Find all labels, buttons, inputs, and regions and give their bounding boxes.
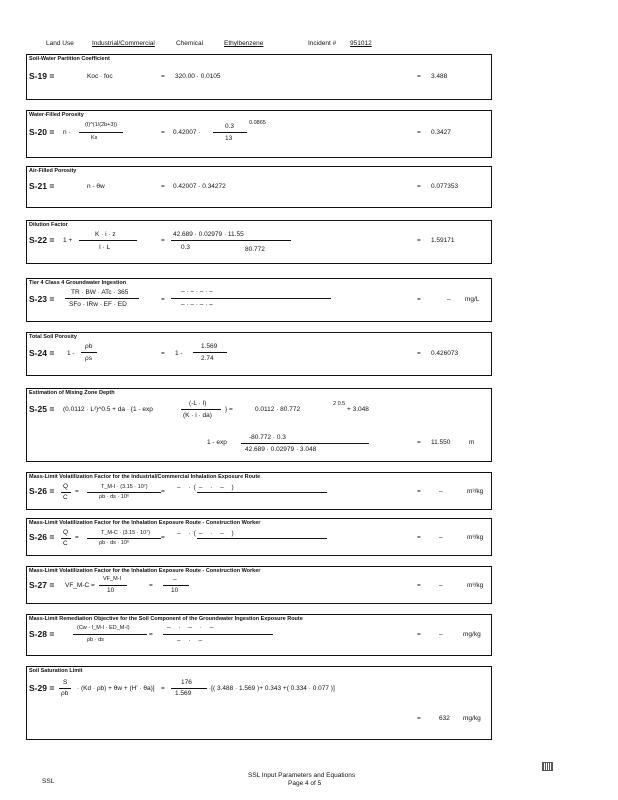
fraction-line bbox=[197, 492, 327, 493]
fraction-line bbox=[87, 492, 161, 493]
values-exponent: 2 0.5 bbox=[333, 401, 346, 407]
section-title: Mass-Limit Volatilization Factor for the Inhalation Exposure Route - Construction Worker bbox=[29, 568, 261, 574]
formula-numerator: TR · BW · ATc · 365 bbox=[71, 289, 129, 296]
equation-id: S-20 = bbox=[29, 127, 55, 137]
values-part-c: 1 - exp bbox=[207, 439, 227, 446]
values-denominator: 42.689 · 0.02979 · 3.048 bbox=[245, 446, 317, 453]
equation-id: S-29 = bbox=[29, 683, 55, 693]
footer-page-number: Page 4 of 5 bbox=[288, 780, 322, 787]
section-groundwater-ingestion: Tier 4 Class 4 Groundwater Ingestion S-23 = TR · BW · ATc · 365 SFo · IRw · EF · ED = – · – · – · – – · – · – · – = – mg/L bbox=[26, 278, 492, 322]
values-denominator: – · – · – · – bbox=[181, 301, 213, 308]
footer-left: SSL bbox=[42, 778, 55, 785]
footer-title: SSL Input Parameters and Equations bbox=[248, 772, 356, 779]
section-title: Soil Saturation Limit bbox=[29, 668, 83, 674]
values-numerator: – · – · – · – bbox=[181, 288, 213, 295]
fraction-line bbox=[171, 688, 207, 689]
result: 3.488 bbox=[431, 73, 448, 80]
fraction-line bbox=[163, 585, 189, 586]
section-title: Soil-Water Partition Coefficient bbox=[29, 56, 110, 62]
formula-numerator: T_M-C · (3.15 · 10⁷) bbox=[101, 530, 151, 536]
equation-id: S-22 = bbox=[29, 235, 55, 245]
section-total-soil-porosity: Total Soil Porosity S-24 = 1 - ρb ρs = 1 - 1.569 2.74 = 0.426073 bbox=[26, 332, 492, 376]
formula: n - θw bbox=[87, 183, 105, 190]
formula-prefix: 1 + bbox=[63, 237, 73, 244]
fraction-line bbox=[73, 634, 147, 635]
formula-part-b: · (Kd · ρb) + θw + (H' · θa)] bbox=[77, 685, 155, 692]
incident-label: Incident # bbox=[308, 40, 337, 47]
equation-id: S-26 = bbox=[29, 532, 55, 542]
values-denominator: 1.569 bbox=[175, 690, 192, 697]
fraction-line bbox=[171, 298, 331, 299]
values-prefix: 0.42007 · bbox=[173, 129, 201, 136]
formula-denominator: Ks bbox=[91, 135, 98, 141]
values-denominator-a: 0.3 bbox=[181, 244, 191, 251]
section-mass-limit-remediation: Mass-Limit Remediation Objective for the Soil Component of the Groundwater Ingestion Exposure Route S-28 = (Cw · I_M-I · ED_M-I) ρb · ds = – · – · – – · – = – mg/kg bbox=[26, 614, 492, 656]
fraction-line bbox=[163, 634, 273, 635]
values-numerator: 0.3 bbox=[225, 123, 235, 130]
equation-id: S-19 = bbox=[29, 71, 55, 81]
incident-value: 951012 bbox=[350, 40, 372, 47]
unit: m bbox=[469, 439, 475, 446]
land-use-value: Industrial/Commercial bbox=[92, 40, 155, 47]
section-mass-limit-vf-industrial: Mass-Limit Volatilization Factor for the Industrial/Commercial Inhalation Exposure Route S-26 = Q C = T_M-I · (3.15 · 10⁷) ρb · ds · 10⁶ = – ·(– · – ) = – m³/kg bbox=[26, 472, 492, 510]
formula-numerator: (I)^(1/(2b+3)) bbox=[85, 122, 118, 128]
fraction-line bbox=[213, 132, 247, 133]
result: 0.426073 bbox=[431, 350, 459, 357]
equation-id: S-21 = bbox=[29, 181, 55, 191]
values: 320.00 · 0.0105 bbox=[175, 73, 221, 80]
formula-numerator: S bbox=[63, 679, 68, 686]
values-denominator: 13 bbox=[225, 135, 233, 142]
fraction-line bbox=[171, 240, 291, 241]
values-exponent: 0.0865 bbox=[249, 120, 266, 126]
fraction-line bbox=[65, 298, 139, 299]
values-numerator: – bbox=[173, 576, 177, 583]
fraction-line bbox=[79, 240, 137, 241]
unit: m³/kg bbox=[467, 534, 484, 541]
values-denominator: 2.74 bbox=[201, 355, 214, 362]
values-numerator: -80.772 · 0.3 bbox=[249, 434, 286, 441]
equation-id: S-28 = bbox=[29, 629, 55, 639]
values-prefix: 1 - bbox=[175, 350, 183, 357]
fraction-line bbox=[61, 538, 71, 539]
equation-id: S-27 = bbox=[29, 580, 55, 590]
formula-numerator: VF_M-I bbox=[103, 576, 122, 582]
values-denominator-b: 80.772 bbox=[245, 246, 265, 253]
result: 0.077353 bbox=[431, 183, 459, 190]
formula-c: C bbox=[63, 540, 68, 547]
result: – bbox=[439, 631, 443, 638]
formula-prefix: 1 - bbox=[67, 350, 75, 357]
unit: mg/L bbox=[465, 296, 480, 303]
section-title: Mass-Limit Volatilization Factor for the Inhalation Exposure Route - Construction Worker bbox=[29, 520, 261, 526]
values-numerator: 42.689 · 0.02979 · 11.55 bbox=[173, 231, 244, 238]
section-mixing-zone-depth: Estimation of Mixing Zone Depth S-25 = (0.0112 · L²)^0.5 + da · {1 - exp (-L · I) (K · i · da) } = 0.0112 · 80.772 2 0.5 + 3.048 1 - exp -80.772 · 0.3 42.689 · 0.02979 · 3.048 = 11.550 m bbox=[26, 388, 492, 462]
formula-denominator: ρb · ds bbox=[87, 637, 104, 643]
result: – bbox=[447, 296, 451, 303]
result: 1.59171 bbox=[431, 237, 455, 244]
fraction-line bbox=[193, 352, 227, 353]
formula-numerator: (-L · I) bbox=[189, 400, 207, 407]
values-part-b: ·[( 3.488 · 1.569 )+ 0.343 +( 0.334 · 0.077 )] bbox=[209, 685, 335, 692]
fraction-line bbox=[99, 585, 127, 586]
formula-denominator: 10 bbox=[107, 587, 115, 594]
formula-q: Q bbox=[63, 483, 69, 490]
formula-denominator: (K · i · da) bbox=[183, 412, 212, 419]
section-soil-water-partition: Soil-Water Partition Coefficient S-19 = Koc · foc = 320.00 · 0.0105 = 3.488 bbox=[26, 54, 492, 100]
formula-part-b: } = bbox=[225, 406, 233, 413]
values: 0.42007 · 0.34272 bbox=[173, 183, 226, 190]
chemical-value: Ethylbenzene bbox=[224, 40, 264, 47]
page-marker-icon bbox=[542, 762, 553, 771]
values-denominator: 10 bbox=[171, 587, 179, 594]
formula-part-a: (0.0112 · L²)^0.5 + da · {1 - exp bbox=[63, 406, 153, 413]
fraction-line bbox=[61, 492, 71, 493]
section-title: Tier 4 Class 4 Groundwater Ingestion bbox=[29, 280, 127, 286]
formula-prefix: VF_M-C = bbox=[65, 582, 95, 589]
formula-denominator: ρb · ds · 10⁶ bbox=[99, 494, 130, 500]
section-mass-limit-vf-construction-2: Mass-Limit Volatilization Factor for the Inhalation Exposure Route - Construction Worker S-27 = VF_M-C = VF_M-I 10 = – 10 = – m³/kg bbox=[26, 566, 492, 604]
formula-denominator: ρb bbox=[61, 690, 69, 697]
formula-numerator: T_M-I · (3.15 · 10⁷) bbox=[101, 484, 148, 490]
result: – bbox=[439, 488, 443, 495]
fraction-line bbox=[87, 538, 161, 539]
fraction-line bbox=[79, 132, 123, 133]
formula-denominator: I · L bbox=[99, 244, 111, 251]
section-title: Total Soil Porosity bbox=[29, 334, 77, 340]
chemical-label: Chemical bbox=[176, 40, 204, 47]
section-title: Air-Filled Porosity bbox=[29, 168, 77, 174]
formula-c: C bbox=[63, 494, 68, 501]
values-numerator: 1.569 bbox=[201, 343, 218, 350]
values-part-a: 0.0112 · 80.772 bbox=[255, 406, 301, 413]
equation-id: S-26 = bbox=[29, 486, 55, 496]
fraction-line bbox=[241, 443, 369, 444]
unit: m³/kg bbox=[467, 488, 484, 495]
formula-denominator: ρs bbox=[85, 355, 92, 362]
section-title: Water-Filled Porosity bbox=[29, 112, 84, 118]
land-use-label: Land Use bbox=[46, 40, 74, 47]
section-dilution-factor: Dilution Factor S-22 = 1 + K · i · z I · L = 42.689 · 0.02979 · 11.55 0.3 80.772 = 1.59171 bbox=[26, 220, 492, 264]
formula-numerator: K · i · z bbox=[95, 231, 116, 238]
formula-numerator: ρb bbox=[85, 343, 93, 350]
section-mass-limit-vf-construction: Mass-Limit Volatilization Factor for the Inhalation Exposure Route - Construction Worker S-26 = Q C = T_M-C · (3.15 · 10⁷) ρb · ds · 10⁶ = – ·(– · – ) = – m³/kg bbox=[26, 518, 492, 556]
section-water-filled-porosity: Water-Filled Porosity S-20 = n · (I)^(1/(2b+3)) Ks = 0.42007 · 0.3 0.0865 13 = 0.3427 bbox=[26, 110, 492, 158]
unit: mg/kg bbox=[463, 715, 481, 722]
result: – bbox=[439, 582, 443, 589]
values-part-b: + 3.048 bbox=[347, 406, 369, 413]
section-title: Dilution Factor bbox=[29, 222, 68, 228]
section-title: Mass-Limit Remediation Objective for the Soil Component of the Groundwater Ingestion Exposure Route bbox=[29, 616, 303, 622]
section-air-filled-porosity: Air-Filled Porosity S-21 = n - θw = 0.42007 · 0.34272 = 0.077353 bbox=[26, 166, 492, 208]
equation-id: S-23 = bbox=[29, 294, 55, 304]
equation-id: S-25 = bbox=[29, 404, 55, 414]
result: 0.3427 bbox=[431, 129, 451, 136]
formula-q: Q bbox=[63, 529, 69, 536]
formula: Koc · foc bbox=[87, 73, 113, 80]
result: 632 bbox=[439, 715, 450, 722]
formula-prefix: n · bbox=[63, 129, 71, 136]
formula-denominator: ρb · ds · 10⁶ bbox=[99, 540, 130, 546]
unit: mg/kg bbox=[463, 631, 481, 638]
result: – bbox=[439, 534, 443, 541]
formula-denominator: SFo · IRw · EF · ED bbox=[69, 301, 127, 308]
fraction-line bbox=[81, 352, 97, 353]
equation-id: S-24 = bbox=[29, 348, 55, 358]
unit: m³/kg bbox=[467, 582, 484, 589]
fraction-line bbox=[59, 688, 71, 689]
section-soil-saturation-limit: Soil Saturation Limit S-29 = S ρb · (Kd · ρb) + θw + (H' · θa)] = 176 1.569 ·[( 3.488 · 1.569 )+ 0.343 +( 0.334 · 0.077 )] = 632 mg/kg bbox=[26, 666, 492, 740]
fraction-line bbox=[197, 538, 327, 539]
fraction-line bbox=[181, 409, 221, 410]
section-title: Estimation of Mixing Zone Depth bbox=[29, 390, 115, 396]
result: 11.550 bbox=[431, 439, 451, 446]
section-title: Mass-Limit Volatilization Factor for the Industrial/Commercial Inhalation Exposure Route bbox=[29, 474, 261, 480]
values-numerator: 176 bbox=[181, 679, 192, 686]
formula-numerator: (Cw · I_M-I · ED_M-I) bbox=[77, 625, 130, 631]
